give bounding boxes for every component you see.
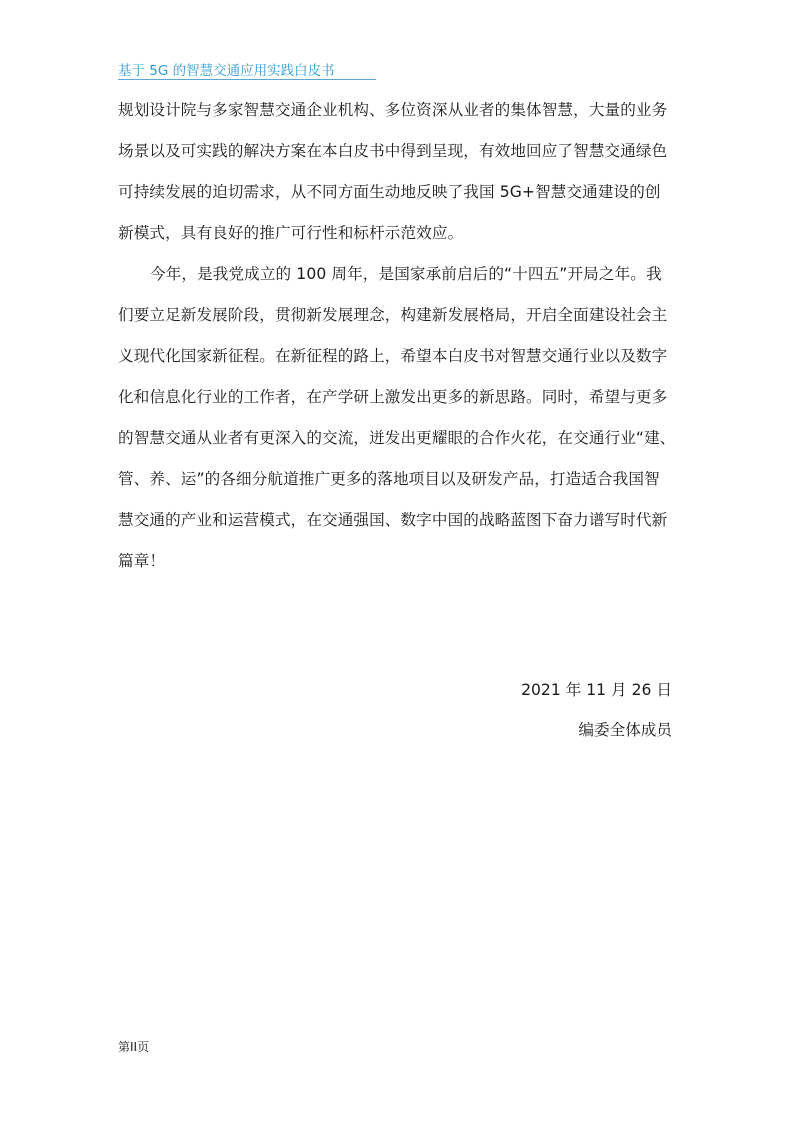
paragraph-2-line-5: 的智慧交通从业者有更深入的交流，迸发出更耀眼的合作火花，在交通行业“建、 [118, 429, 676, 447]
paragraph-2-line-1: 今年，是我党成立的 100 周年，是国家承前启后的“十四五”开局之年。我 [150, 265, 662, 283]
signature-org: 编委全体成员 [578, 721, 672, 739]
paragraph-2-line-3: 义现代化国家新征程。在新征程的路上，希望本白皮书对智慧交通行业以及数字 [118, 347, 668, 365]
signature-date: 2021 年 11 月 26 日 [521, 681, 672, 699]
paragraph-1-line-2: 场景以及可实践的解决方案在本白皮书中得到呈现，有效地回应了智慧交通绿色 [118, 142, 668, 160]
paragraph-2-line-8: 篇章！ [118, 552, 166, 570]
paragraph-2-line-4: 化和信息化行业的工作者，在产学研上激发出更多的新思路。同时，希望与更多 [118, 388, 668, 406]
paragraph-2-line-7: 慧交通的产业和运营模式，在交通强国、数字中国的战略蓝图下奋力谱写时代新 [118, 511, 668, 529]
paragraph-1-line-4: 新模式，具有良好的推广可行性和标杆示范效应。 [118, 224, 464, 242]
paragraph-1-line-3: 可持续发展的迫切需求，从不同方面生动地反映了我国 5G+智慧交通建设的创 [118, 183, 661, 201]
page-number: 第II页 [118, 1040, 150, 1054]
document-title: 基于 5G 的智慧交通应用实践白皮书 [118, 63, 335, 79]
paragraph-1-line-1: 规划设计院与多家智慧交通企业机构、多位资深从业者的集体智慧，大量的业务 [118, 101, 668, 119]
paragraph-2-line-2: 们要立足新发展阶段，贯彻新发展理念，构建新发展格局，开启全面建设社会主 [118, 306, 668, 324]
paragraph-2-line-6: 管、养、运”的各细分航道推广更多的落地项目以及研发产品，打造适合我国智 [118, 470, 660, 488]
running-header [118, 58, 376, 80]
